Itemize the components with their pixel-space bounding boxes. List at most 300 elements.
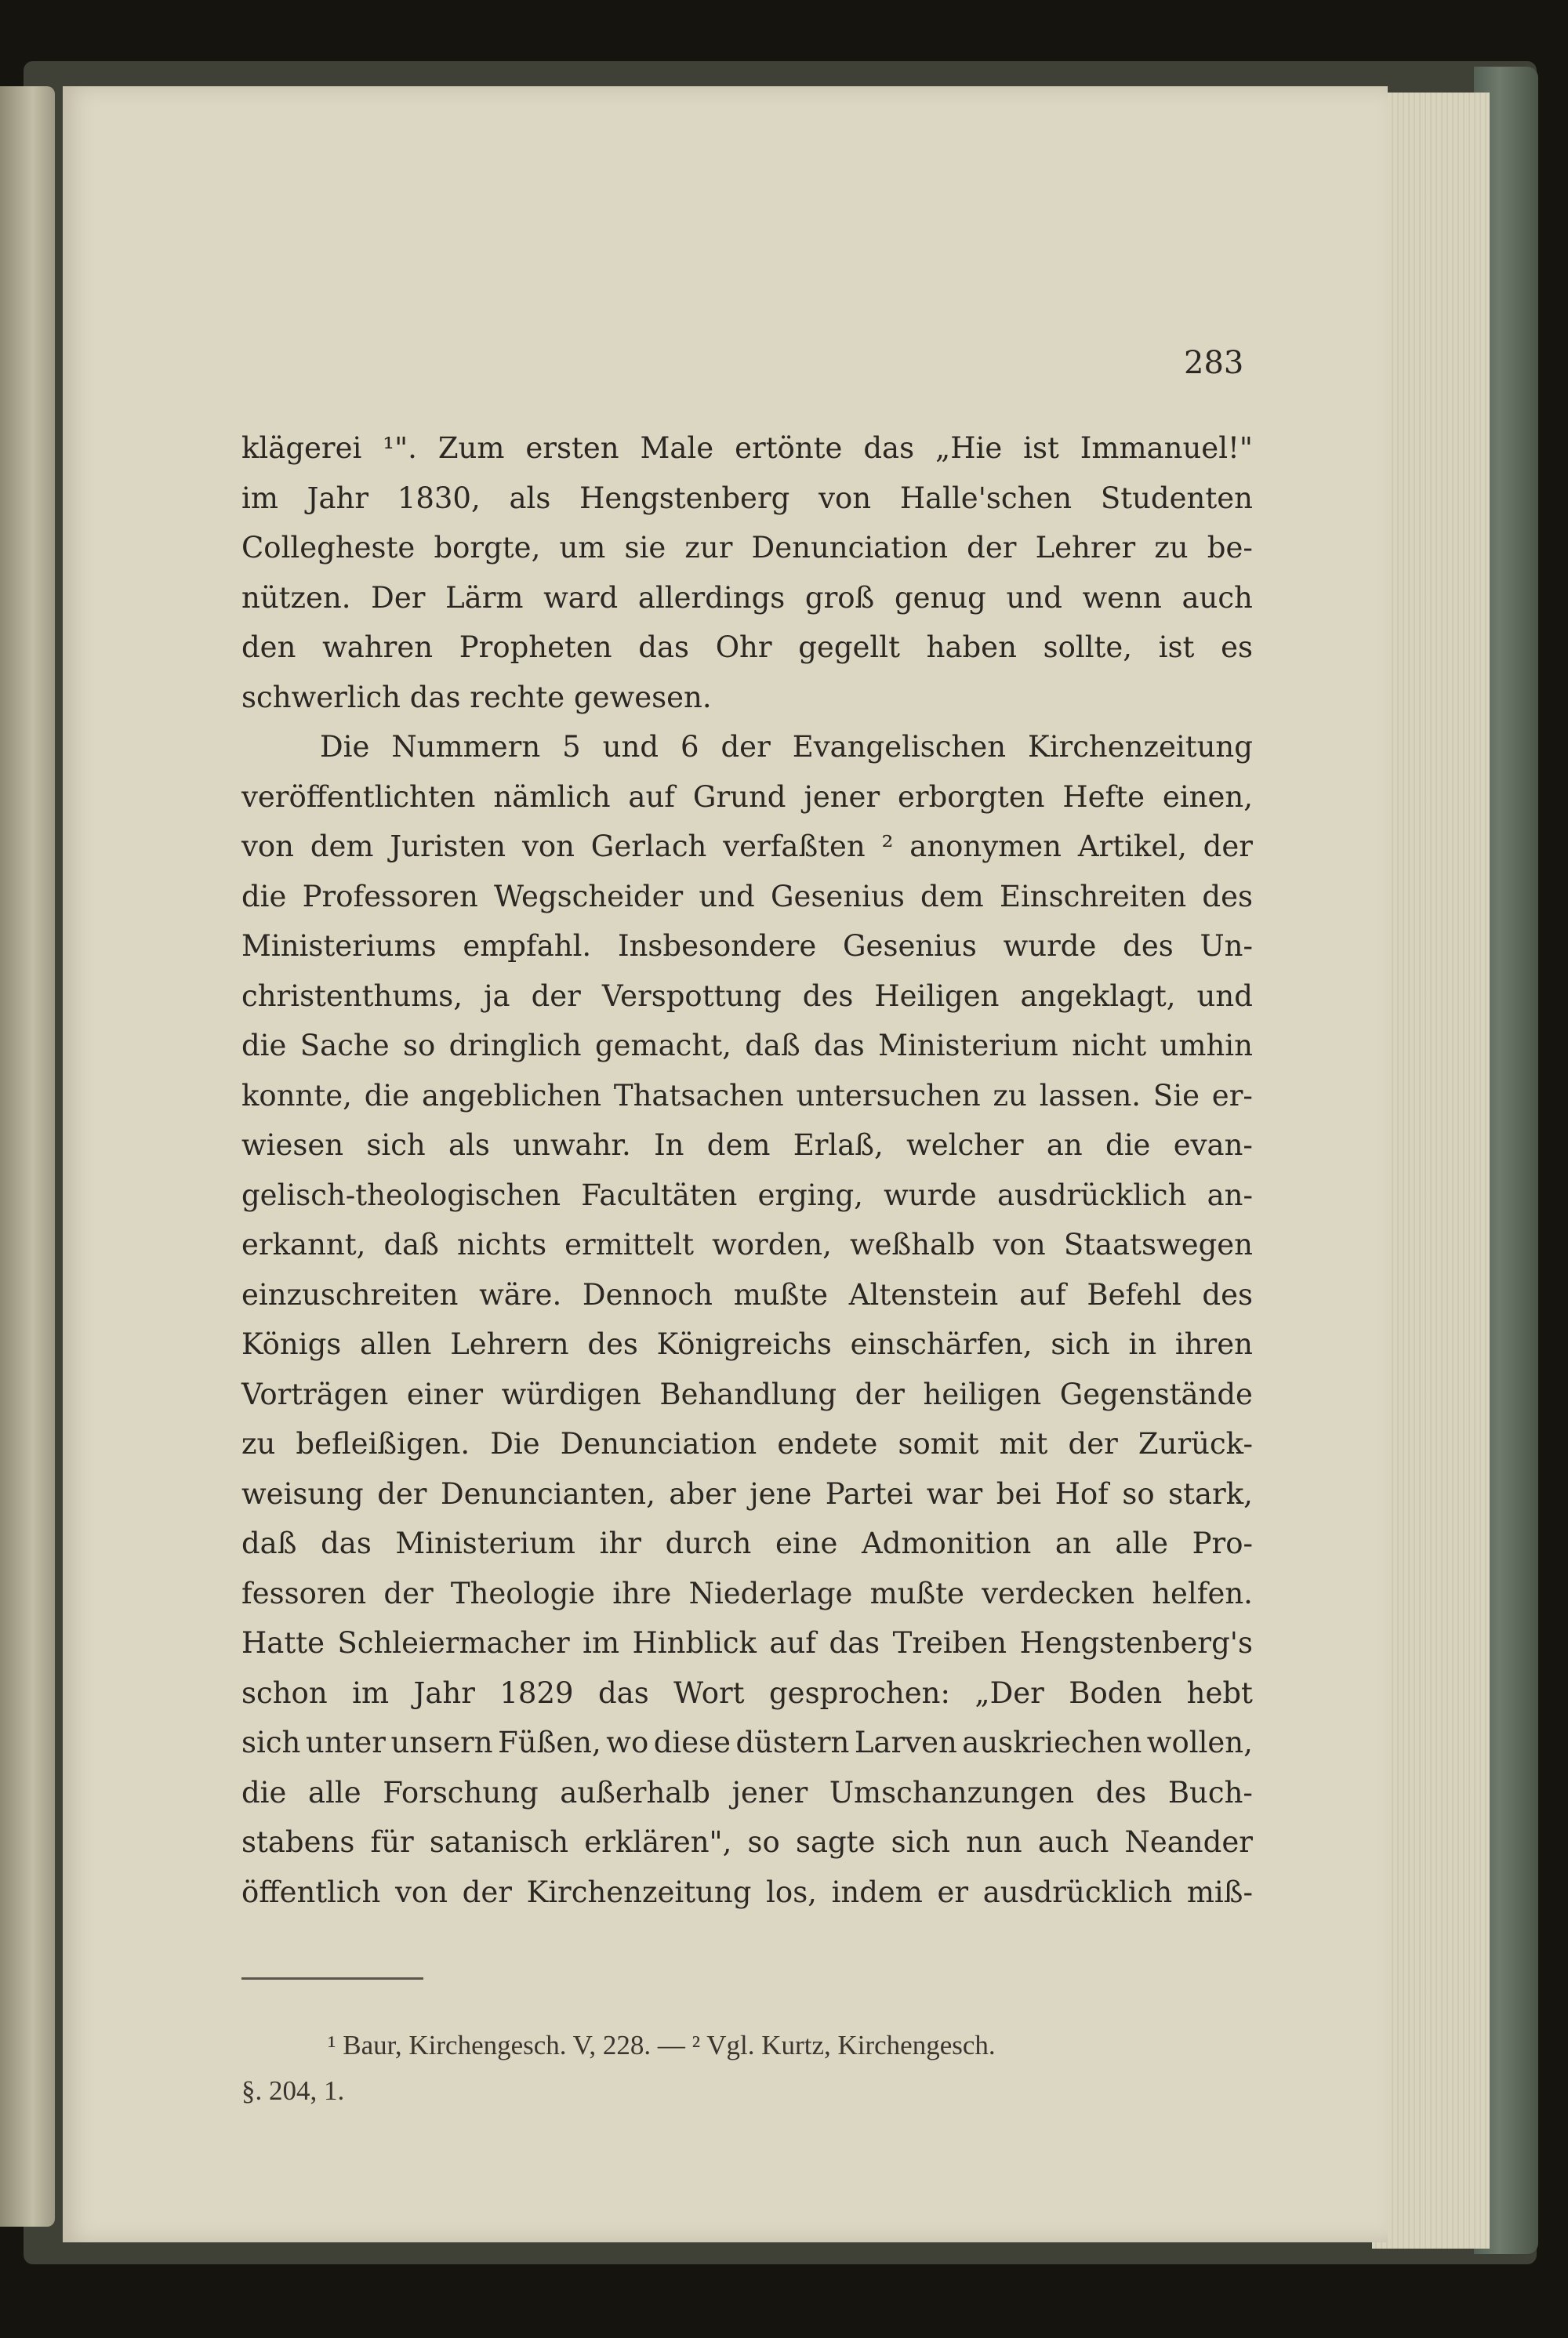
- word: zur: [684, 531, 733, 565]
- word: Ministeriums: [241, 929, 437, 963]
- word: an: [1054, 1527, 1091, 1560]
- word: Zum: [437, 431, 505, 465]
- word: das: [597, 1675, 649, 1710]
- word: Heiligen: [874, 978, 1000, 1013]
- text-line: [241, 1668, 1253, 1719]
- word: wollen,: [1146, 1726, 1253, 1759]
- word: Wegscheider: [494, 879, 684, 913]
- word: den: [241, 630, 296, 664]
- word: 1829: [499, 1675, 574, 1710]
- text-line: [241, 1270, 1253, 1320]
- word: Sie: [1152, 1078, 1200, 1113]
- word: ist: [1158, 630, 1195, 664]
- word: an-: [1207, 1178, 1253, 1212]
- word: Insbesondere: [617, 929, 817, 963]
- text-line: [241, 1817, 1253, 1868]
- word: wenn: [1082, 580, 1162, 615]
- word: einen,: [1162, 779, 1253, 814]
- word: indem: [831, 1875, 923, 1909]
- word: Gesenius: [770, 879, 905, 913]
- word: für: [370, 1825, 414, 1859]
- word: wurde: [884, 1178, 977, 1212]
- footnotes: [241, 2023, 1253, 2114]
- text-line: [241, 623, 1253, 673]
- word: durch: [665, 1527, 752, 1560]
- word: auskriechen: [962, 1726, 1142, 1759]
- word: genug: [894, 580, 986, 615]
- word: ihren: [1174, 1327, 1253, 1361]
- word: Dennoch: [582, 1277, 713, 1312]
- word: die: [1105, 1128, 1151, 1162]
- word: der: [462, 1875, 512, 1909]
- word: Niederlage: [688, 1576, 853, 1610]
- word: erkannt,: [241, 1228, 366, 1262]
- word: Sache: [299, 1029, 390, 1062]
- text-line: [241, 1320, 1253, 1370]
- word: heiligen: [923, 1377, 1042, 1411]
- word: satanisch: [429, 1825, 569, 1859]
- word: befleißigen.: [296, 1427, 470, 1461]
- word: groß: [804, 580, 875, 615]
- word: haben: [926, 630, 1017, 664]
- word: borgte,: [434, 531, 541, 565]
- word: der: [383, 1576, 434, 1610]
- word: das: [829, 1626, 880, 1660]
- word: erborgten: [898, 779, 1045, 814]
- word: des: [1123, 929, 1174, 963]
- word: der: [377, 1476, 427, 1511]
- word: in: [1128, 1327, 1157, 1361]
- text-line: [241, 573, 1253, 623]
- word: Larven: [854, 1726, 957, 1759]
- text-line: [241, 1171, 1253, 1221]
- word: allen: [360, 1327, 432, 1361]
- word: der: [531, 978, 581, 1013]
- word: Hatte: [241, 1626, 325, 1660]
- word: Juristen: [390, 830, 506, 863]
- text-line: [241, 872, 1253, 922]
- word: anonymen: [909, 830, 1062, 863]
- book-page: [63, 86, 1388, 2242]
- word: gewesen.: [573, 680, 712, 714]
- text-line: [241, 1868, 1253, 1918]
- word: so: [1122, 1476, 1155, 1511]
- word: zu: [1154, 531, 1189, 565]
- word: Ministerium: [878, 1029, 1058, 1062]
- word: hebt: [1186, 1675, 1253, 1710]
- word: lassen.: [1039, 1078, 1142, 1113]
- word: sollte,: [1043, 630, 1133, 664]
- word: öffentlich: [241, 1875, 381, 1909]
- word: Neander: [1124, 1825, 1253, 1859]
- word: 5: [562, 730, 581, 764]
- text-line: [241, 1419, 1253, 1469]
- word: Hefte: [1062, 779, 1145, 814]
- word: das: [863, 431, 915, 465]
- word: Erlaß,: [793, 1128, 884, 1162]
- text-line: [241, 673, 1253, 723]
- word: jener: [731, 1775, 808, 1810]
- text-line: [241, 523, 1253, 573]
- word: allerdings: [637, 580, 786, 615]
- word: sagte: [795, 1825, 876, 1859]
- word: Lehrern: [450, 1327, 569, 1361]
- word: rechte: [470, 680, 565, 714]
- word: Grund: [692, 779, 786, 814]
- word: Kirchenzeitung: [1028, 730, 1253, 764]
- word: Denuncianten,: [440, 1476, 655, 1511]
- word: zu: [993, 1078, 1027, 1113]
- word: Zurück-: [1138, 1427, 1253, 1461]
- word: Einschreiten: [999, 879, 1187, 913]
- word: sich: [366, 1128, 426, 1162]
- page-number: 283: [1184, 345, 1244, 381]
- word: einzuschreiten: [241, 1277, 459, 1312]
- word: Behandlung: [659, 1377, 837, 1411]
- word: Hof: [1054, 1476, 1109, 1511]
- text-line: [241, 921, 1253, 971]
- word: erging,: [757, 1178, 863, 1212]
- word: außerhalb: [560, 1775, 710, 1810]
- word: In: [654, 1128, 684, 1162]
- text-line: [241, 1071, 1253, 1121]
- word: ihre: [612, 1576, 672, 1610]
- word: im: [241, 481, 278, 515]
- word: Evangelischen: [792, 730, 1007, 764]
- word: ward: [543, 580, 619, 615]
- word: nicht: [1072, 1029, 1147, 1062]
- word: ausdrücklich: [982, 1875, 1173, 1909]
- word: dem: [310, 830, 374, 863]
- word: 6: [680, 730, 699, 764]
- word: er: [937, 1875, 969, 1909]
- word: Theologie: [450, 1576, 596, 1610]
- footnote-rule: [241, 1977, 423, 1980]
- word: als: [448, 1128, 490, 1162]
- word: bei: [996, 1476, 1042, 1511]
- word: des: [587, 1327, 638, 1361]
- word: unwahr.: [513, 1128, 631, 1162]
- word: und: [602, 730, 659, 764]
- word: Admonition: [862, 1527, 1032, 1560]
- text-line: [241, 474, 1253, 524]
- word: Staatswegen: [1063, 1228, 1253, 1262]
- word: Pro-: [1192, 1527, 1253, 1560]
- text-line: [241, 1519, 1253, 1569]
- text-line: [241, 1618, 1253, 1668]
- word: Propheten: [459, 630, 612, 664]
- word: umhin: [1160, 1029, 1253, 1062]
- word: der: [1203, 830, 1253, 863]
- word: Der: [371, 580, 426, 615]
- word: Hengstenberg's: [1019, 1626, 1253, 1660]
- word: und: [699, 879, 755, 913]
- word: des: [1202, 1277, 1253, 1312]
- word: mußte: [869, 1576, 964, 1610]
- word: der: [1068, 1427, 1118, 1461]
- word: von: [241, 830, 295, 863]
- word: Füßen,: [498, 1726, 601, 1759]
- word: die: [241, 1775, 287, 1810]
- word: Altenstein: [848, 1277, 999, 1312]
- word: das: [638, 630, 690, 664]
- word: worden,: [712, 1228, 832, 1262]
- word: jener: [804, 779, 880, 814]
- word: Ministerium: [395, 1527, 575, 1560]
- word: im: [352, 1675, 390, 1710]
- word: auf: [628, 779, 676, 814]
- word: Facultäten: [581, 1178, 738, 1212]
- word: der: [720, 730, 771, 764]
- word: eine: [775, 1527, 838, 1560]
- word: erklären",: [584, 1825, 732, 1859]
- word: ja: [484, 978, 510, 1013]
- word: die: [364, 1078, 410, 1113]
- word: Ohr: [715, 630, 772, 664]
- text-line: [241, 722, 1253, 772]
- page-edges: [1372, 93, 1490, 2249]
- word: Nummern: [391, 730, 541, 764]
- word: Die: [490, 1427, 540, 1461]
- word: angeblichen: [421, 1078, 602, 1113]
- word: somit: [898, 1427, 979, 1461]
- text-line: [241, 1469, 1253, 1519]
- word: empfahl.: [463, 929, 592, 963]
- word: sich: [891, 1825, 950, 1859]
- word: das: [409, 680, 461, 714]
- left-page-edge: [0, 86, 55, 2227]
- word: das: [321, 1527, 372, 1560]
- word: Königs: [241, 1327, 342, 1361]
- text-line: [241, 822, 1253, 872]
- word: nützen.: [241, 580, 351, 615]
- word: von: [395, 1875, 448, 1909]
- word: Thatsachen: [613, 1078, 784, 1113]
- word: einer: [406, 1377, 484, 1411]
- word: alle: [1115, 1527, 1169, 1560]
- word: von: [818, 481, 872, 515]
- word: zu: [241, 1427, 276, 1461]
- word: schwerlich: [241, 680, 401, 714]
- word: ausdrücklich: [997, 1178, 1187, 1212]
- word: sich: [1051, 1327, 1110, 1361]
- word: „Der: [975, 1675, 1044, 1710]
- text-line: [241, 1370, 1253, 1420]
- word: Vorträgen: [241, 1377, 389, 1411]
- word: im: [583, 1626, 620, 1660]
- word: nun: [966, 1825, 1022, 1859]
- word: los,: [766, 1875, 817, 1909]
- word: des: [802, 978, 854, 1013]
- word: mußte: [733, 1277, 829, 1312]
- word: stabens: [241, 1825, 355, 1859]
- word: auch: [1181, 580, 1253, 615]
- word: gesprochen:: [768, 1675, 950, 1710]
- word: Wort: [673, 1675, 745, 1710]
- word: Verspottung: [601, 978, 782, 1013]
- word: Gegenstände: [1059, 1377, 1253, 1411]
- word: Artikel,: [1077, 830, 1187, 863]
- word: der: [967, 531, 1017, 565]
- word: fessoren: [241, 1576, 367, 1610]
- word: unter: [305, 1726, 386, 1759]
- word: dem: [706, 1128, 771, 1162]
- word: an: [1046, 1128, 1083, 1162]
- word: wahren: [322, 630, 434, 664]
- word: einschärfen,: [850, 1327, 1033, 1361]
- word: war: [926, 1476, 983, 1511]
- word: ihr: [599, 1527, 641, 1560]
- word: gegellt: [798, 630, 900, 664]
- word: wiesen: [241, 1128, 344, 1162]
- word: und: [1006, 580, 1062, 615]
- word: evan-: [1173, 1128, 1253, 1162]
- word: unsern: [390, 1726, 493, 1759]
- word: daß: [383, 1228, 439, 1262]
- word: konnte,: [241, 1078, 352, 1113]
- word: welcher: [906, 1128, 1024, 1162]
- word: die: [241, 879, 287, 913]
- word: diese: [653, 1726, 731, 1759]
- word: Buch-: [1167, 1775, 1253, 1810]
- word: Jahr: [307, 481, 369, 515]
- word: des: [1202, 879, 1253, 913]
- word: daß: [745, 1029, 800, 1062]
- word: gelisch-theologischen: [241, 1178, 561, 1212]
- word: auch: [1037, 1825, 1109, 1859]
- word: Immanuel!": [1080, 431, 1253, 465]
- word: Boden: [1069, 1675, 1163, 1710]
- word: ertönte: [735, 431, 843, 465]
- word: Professoren: [302, 879, 478, 913]
- word: Un-: [1200, 929, 1253, 963]
- word: Gerlach: [590, 830, 707, 863]
- word: „Hie: [935, 431, 1003, 465]
- word: Die: [320, 730, 370, 764]
- word: Hinblick: [632, 1626, 757, 1660]
- text-line: [241, 1768, 1253, 1818]
- word: Jahr: [413, 1675, 475, 1710]
- word: wäre.: [479, 1277, 562, 1312]
- word: untersuchen: [796, 1078, 981, 1113]
- word: das: [814, 1029, 865, 1062]
- word: angeklagt,: [1020, 978, 1176, 1013]
- word: endete: [777, 1427, 878, 1461]
- word: so: [403, 1029, 436, 1062]
- word: Lärm: [445, 580, 524, 615]
- word: Partei: [825, 1476, 913, 1511]
- word: von: [521, 830, 575, 863]
- word: als: [509, 481, 551, 515]
- word: schon: [241, 1675, 328, 1710]
- word: 1830,: [397, 481, 481, 515]
- word: Schleiermacher: [337, 1626, 570, 1660]
- word: Umschanzungen: [829, 1775, 1075, 1810]
- word: dringlich: [448, 1029, 582, 1062]
- word: Befehl: [1087, 1277, 1181, 1312]
- word: ersten: [525, 431, 619, 465]
- word: verfaßten: [723, 830, 866, 863]
- footnote-line: ¹ Baur, Kirchengesch. V, 228. — ² Vgl. Kurtz, Kirchengesch.: [328, 2030, 996, 2060]
- word: veröffentlichten: [241, 779, 476, 814]
- word: wo: [606, 1726, 649, 1759]
- word: sie: [624, 531, 666, 565]
- word: miß-: [1186, 1875, 1253, 1909]
- word: er-: [1211, 1078, 1253, 1113]
- word: Male: [640, 431, 714, 465]
- word: Denunciation: [751, 531, 949, 565]
- word: Forschung: [383, 1775, 539, 1810]
- word: alle: [308, 1775, 361, 1810]
- text-line: [241, 1120, 1253, 1171]
- text-line: [241, 971, 1253, 1022]
- word: stark,: [1168, 1476, 1253, 1511]
- word: Lehrer: [1035, 531, 1136, 565]
- word: sich: [241, 1726, 301, 1759]
- word: gemacht,: [594, 1029, 731, 1062]
- word: mit: [999, 1427, 1048, 1461]
- word: so: [747, 1825, 780, 1859]
- text-line: [241, 1220, 1253, 1270]
- word: der: [855, 1377, 905, 1411]
- word: düstern: [735, 1726, 850, 1759]
- word: die: [241, 1029, 287, 1062]
- word: weßhalb: [849, 1228, 975, 1262]
- text-line: [241, 772, 1253, 822]
- word: Collegheste: [241, 531, 416, 565]
- word: klägerei: [241, 431, 362, 465]
- word: um: [559, 531, 606, 565]
- word: des: [1095, 1775, 1147, 1810]
- word: auf: [1019, 1277, 1066, 1312]
- word: Hengstenberg: [579, 481, 790, 515]
- word: ²: [881, 830, 894, 863]
- word: weisung: [241, 1476, 364, 1511]
- word: Gesenius: [843, 929, 977, 963]
- word: christenthums,: [241, 978, 463, 1013]
- word: Studenten: [1100, 481, 1253, 515]
- word: helfen.: [1152, 1576, 1253, 1610]
- word: verdecken: [982, 1576, 1135, 1610]
- footnote-line: §. 204, 1.: [241, 2075, 345, 2106]
- word: daß: [241, 1527, 297, 1560]
- text-line: [241, 1718, 1253, 1768]
- text-line: [241, 423, 1253, 474]
- word: Königreichs: [656, 1327, 832, 1361]
- word: Kirchenzeitung: [526, 1875, 752, 1909]
- word: ist: [1023, 431, 1059, 465]
- word: und: [1196, 978, 1253, 1013]
- word: be-: [1207, 531, 1253, 565]
- word: ¹".: [383, 431, 417, 465]
- word: nämlich: [493, 779, 611, 814]
- word: jene: [750, 1476, 812, 1511]
- text-line: [241, 1021, 1253, 1071]
- word: würdigen: [501, 1377, 641, 1411]
- word: Halle'schen: [899, 481, 1073, 515]
- word: von: [993, 1228, 1046, 1262]
- text-line: [241, 1569, 1253, 1619]
- word: aber: [669, 1476, 736, 1511]
- word: nichts: [456, 1228, 547, 1262]
- word: wurde: [1003, 929, 1097, 963]
- word: es: [1221, 630, 1253, 664]
- body-text: [241, 423, 1253, 1917]
- word: Treiben: [892, 1626, 1007, 1660]
- word: ermittelt: [564, 1228, 694, 1262]
- word: dem: [920, 879, 984, 913]
- word: Denunciation: [560, 1427, 757, 1461]
